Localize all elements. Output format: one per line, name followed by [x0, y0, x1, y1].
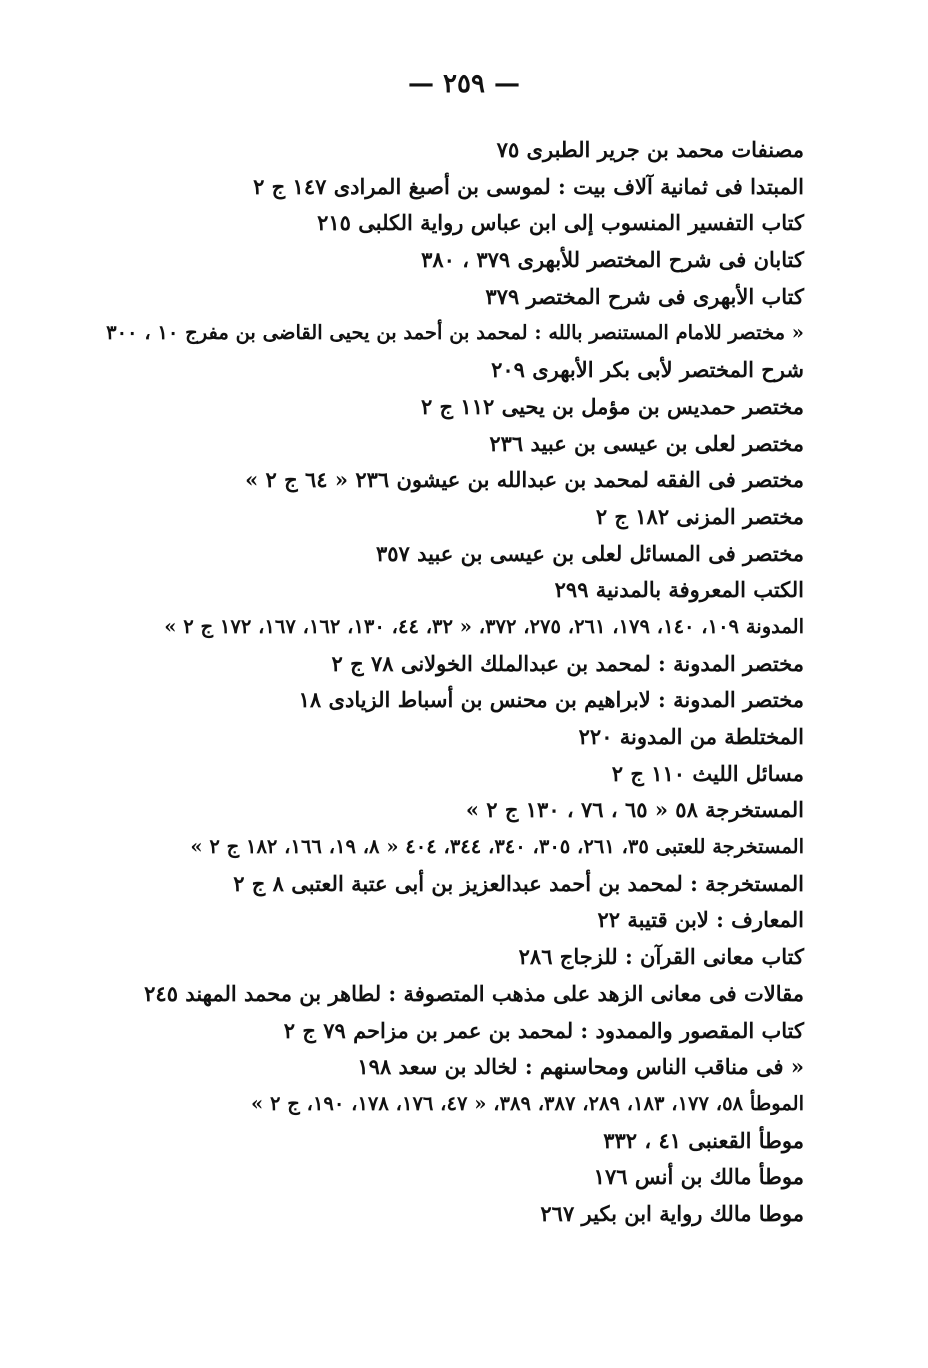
index-entry: كتاب المقصور والممدود : لمحمد بن عمر بن مزاحم ٧٩ ج ٢ [283, 1017, 804, 1043]
index-entry: موطأ القعنبى ٤١ ، ٣٣٢ [603, 1127, 804, 1153]
index-entry: مختصر المدونة : لمحمد بن عبدالملك الخولانى ٧٨ ج ٢ [331, 650, 804, 676]
index-entry: مختصر المزنى ١٨٢ ج ٢ [595, 503, 804, 529]
index-entry: مختصر فى الفقه لمحمد بن عبدالله بن عيشون ٢٣٦ « ٦٤ ج ٢ » [245, 467, 804, 493]
index-entry: مقالات فى معانى الزهد على مذهب المتصوفة : لطاهر بن محمد المهند ٢٤٥ [144, 980, 804, 1006]
index-entry: المدونة ١٠٩، ١٤٠، ١٧٩، ٢٦١، ٢٧٥، ٣٧٢، « ٣٢، ٤٤، ١٣٠، ١٦٢، ١٦٧، ١٧٢ ج ٢ » [164, 614, 804, 638]
index-entry: موطأ مالك بن أنس ١٧٦ [593, 1164, 804, 1190]
index-entry: المستخرجة ٥٨ « ٦٥ ، ٧٦ ، ١٣٠ ج ٢ » [465, 797, 804, 823]
index-entry: كتابان فى شرح المختصر للأبهرى ٣٧٩ ، ٣٨٠ [421, 247, 804, 273]
index-entry: المعارف : لابن قتيبة ٢٢ [597, 907, 804, 933]
index-entry: الموطأ ٥٨، ١٧٧، ١٨٣، ٢٨٩، ٣٨٧، ٣٨٩، « ٤٧، ١٧٦، ١٧٨، ١٩٠، ج ٢ » [251, 1091, 804, 1115]
index-entry: المستخرجة : لمحمد بن أحمد عبدالعزيز بن أبى عتبة العتبى ٨ ج ٢ [233, 870, 804, 896]
index-entry: المبتدا فى ثمانية آلاف بيت : لموسى بن أصبغ المرادى ١٤٧ ج ٢ [253, 173, 804, 199]
index-entry: « فى مناقب الناس ومحاسنهم : لخالد بن سعد ١٩٨ [357, 1054, 804, 1080]
index-entry: مختصر فى المسائل لعلى بن عيسى بن عبيد ٣٥٧ [375, 540, 804, 566]
index-entry: الكتب المعروفة بالمدنية ٢٩٩ [554, 577, 804, 603]
index-entry: مختصر حمديس بن مؤمل بن يحيى ١١٢ ج ٢ [420, 393, 804, 419]
index-entry: مختصر لعلى بن عيسى بن عبيد ٢٣٦ [489, 430, 804, 456]
index-entry: كتاب معانى القرآن : للزجاج ٢٨٦ [518, 944, 804, 970]
index-entry: كتاب الأبهرى فى شرح المختصر ٣٧٩ [485, 283, 804, 309]
index-entry: المختلطة من المدونة ٢٢٠ [578, 724, 804, 749]
index-entry: كتاب التفسير المنسوب إلى ابن عباس رواية الكلبى ٢١٥ [317, 210, 804, 236]
index-entry: المستخرجة للعتبى ٣٥، ٢٦١، ٣٠٥، ٣٤٠، ٣٤٤، ٤٠٤ « ٨، ١٩، ١٦٦، ١٨٢ ج ٢ » [190, 835, 804, 859]
index-entries-list [84, 132, 804, 1233]
index-entry: « مختصر للامام المستنصر بالله : لمحمد بن أحمد بن يحيى القاضى بن مفرج ١٠ ، ٣٠٠ [106, 321, 804, 345]
index-entry: مصنفات محمد بن جرير الطبرى ٧٥ [496, 137, 804, 162]
index-entry: مسائل الليث ١١٠ ج ٢ [611, 760, 804, 786]
index-entry: شرح المختصر لأبى بكر الأبهرى ٢٠٩ [491, 357, 804, 383]
page-number: — ٢٥٩ — [407, 69, 521, 99]
index-entry: مختصر المدونة : لابراهيم بن محنس بن أسباط الزيادى ١٨ [298, 687, 804, 713]
index-entry: موطا مالك رواية ابن بكير ٢٦٧ [540, 1200, 804, 1226]
